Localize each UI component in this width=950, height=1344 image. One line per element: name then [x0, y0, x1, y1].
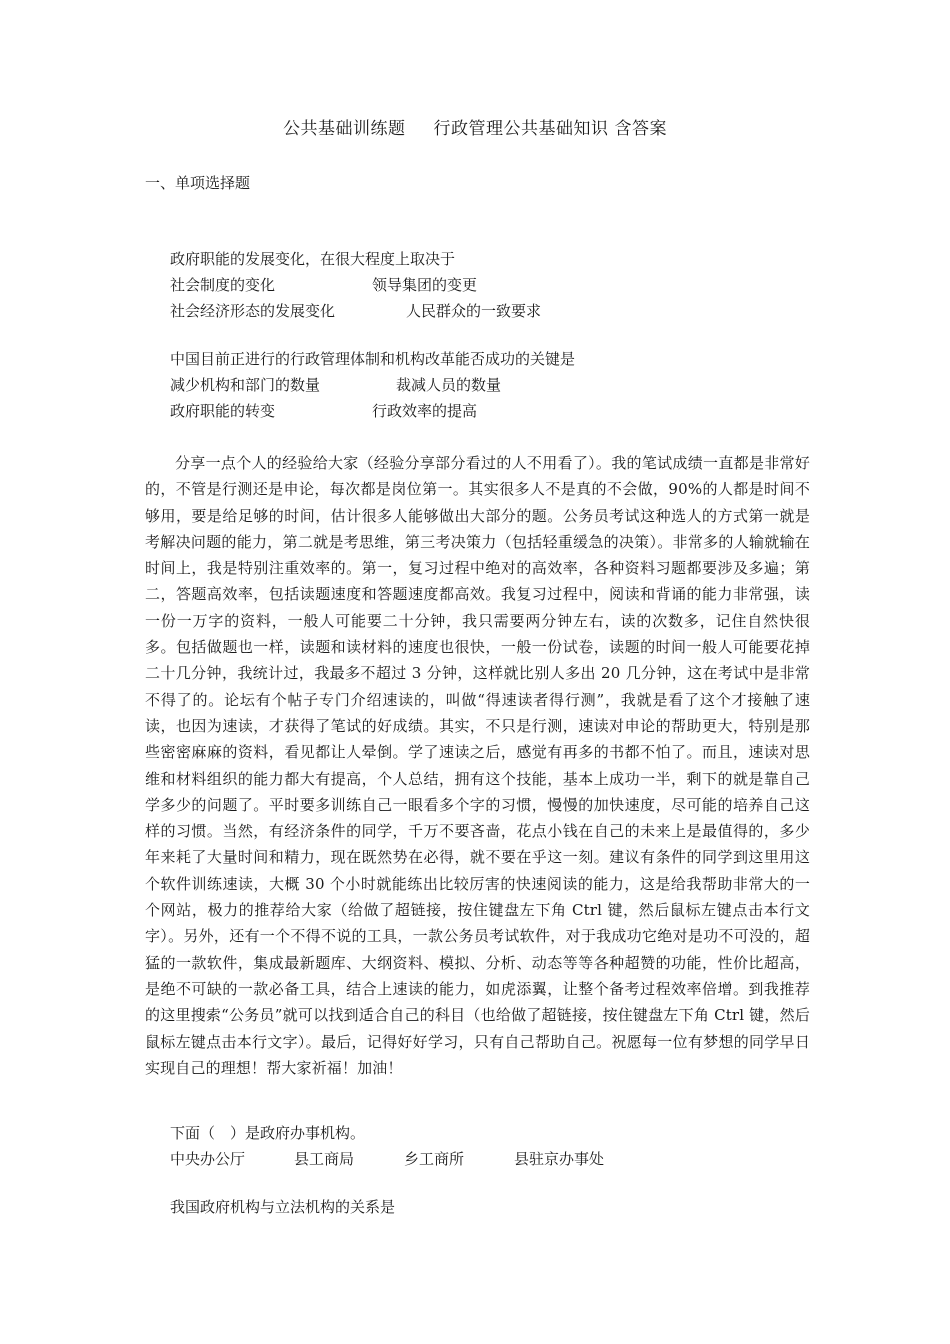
- question-stem: 下面（ ）是政府办事机构。: [170, 1124, 366, 1142]
- option-d: 人民群众的一致要求: [406, 302, 542, 320]
- option-d: 县驻京办事处: [514, 1150, 605, 1168]
- option-b: 裁减人员的数量: [396, 376, 502, 394]
- option-a: 中央办公厅: [170, 1150, 246, 1168]
- option-c: 社会经济形态的发展变化: [170, 302, 336, 320]
- question-4: [170, 1194, 395, 1220]
- option-b: 县工商局: [294, 1150, 355, 1168]
- question-stem: 政府职能的发展变化，在很大程度上取决于: [170, 250, 456, 268]
- option-c: 政府职能的转变: [170, 402, 276, 420]
- document-title: [0, 114, 950, 139]
- question-2: [170, 346, 575, 424]
- option-a: 减少机构和部门的数量: [170, 376, 321, 394]
- section-heading: 一、单项选择题: [145, 174, 251, 192]
- title-left: 公共基础训练题: [283, 119, 406, 139]
- question-stem: 中国目前正进行的行政管理体制和机构改革能否成功的关键是: [170, 350, 576, 368]
- question-1: [170, 246, 541, 324]
- option-d: 行政效率的提高: [372, 402, 478, 420]
- question-3: [170, 1120, 604, 1172]
- experience-paragraph: 分享一点个人的经验给大家（经验分享部分看过的人不用看了）。我的笔试成绩一直都是非常好的，不管是行测还是申论，每次都是岗位第一。其实很多人不是真的不会做，90%的人都是时间不够用，要是给足够的时间，估计很多人能够做出大部分的题。公务员考试这种选人的方式第一就是考解决问题的能力，第二就是考思维，第三考决策力（包括轻重缓急的决策）。非常多的人输就输在时间上，我是特别注重效率的。第一，复习过程中绝对的高效率，各种资料习题都要涉及多遍；第二，答题高效率，包括读题速度和答题速度都高效。我复习过程中，阅读和背诵的能力非常强，读一份一万字的资料，一般人可能要二十分钟，我只需要两分钟左右，读的次数多，记住自然快很多。包括做题也一样，读题和读材料的速度也很快，一般一份试卷，读题的时间一般人可能要花掉二十几分钟，我统计过，我最多不超过 3 分钟，这样就比别人多出 20 几分钟，这在考试中是非常不得了的。论坛有个帖子专门介绍速读的，叫做“得速读者得行测”，我就是看了这个才接触了速读，也因为速读，才获得了笔试的好成绩。其实，不只是行测，速读对申论的帮助更大，特别是那些密密麻麻的资料，看见都让人晕倒。学了速读之后，感觉有再多的书都不怕了。而且，速读对思维和材料组织的能力都大有提高，个人总结，拥有这个技能，基本上成功一半，剩下的就是靠自己学多少的问题了。平时要多训练自己一眼看多个字的习惯，慢慢的加快速度，尽可能的培养自己这样的习惯。当然，有经济条件的同学，千万不要吝啬，花点小钱在自己的未来上是最值得的，多少年来耗了大量时间和精力，现在既然势在必得，就不要在乎这一刻。建议有条件的同学到这里用这个软件训练速读，大概 30 个小时就能练出比较厉害的快速阅读的能力，这是给我帮助非常大的一个网站，极力的推荐给大家（给做了超链接，按住键盘左下角 Ctrl 键，然后鼠标左键点击本行文字）。另外，还有一个不得不说的工具，一款公务员考试软件，对于我成功它绝对是功不可没的，超猛的一款软件，集成最新题库、大纲资料、模拟、分析、动态等等各种超赞的功能，性价比超高，是绝不可缺的一款必备工具，结合上速读的能力，如虎添翼，让整个备考过程效率倍增。到我推荐的这里搜索“公务员”就可以找到适合自己的科目（也给做了超链接，按住键盘左下角 Ctrl 键，然后鼠标左键点击本行文字）。最后，记得好好学习，只有自己帮助自己。祝愿每一位有梦想的同学早日实现自己的理想！帮大家祈福！加油！: [145, 454, 810, 1077]
- option-c: 乡工商所: [404, 1150, 465, 1168]
- title-right: 行政管理公共基础知识 含答案: [433, 119, 667, 139]
- option-b: 领导集团的变更: [372, 276, 478, 294]
- question-stem: 我国政府机构与立法机构的关系是: [170, 1198, 396, 1216]
- option-a: 社会制度的变化: [170, 276, 276, 294]
